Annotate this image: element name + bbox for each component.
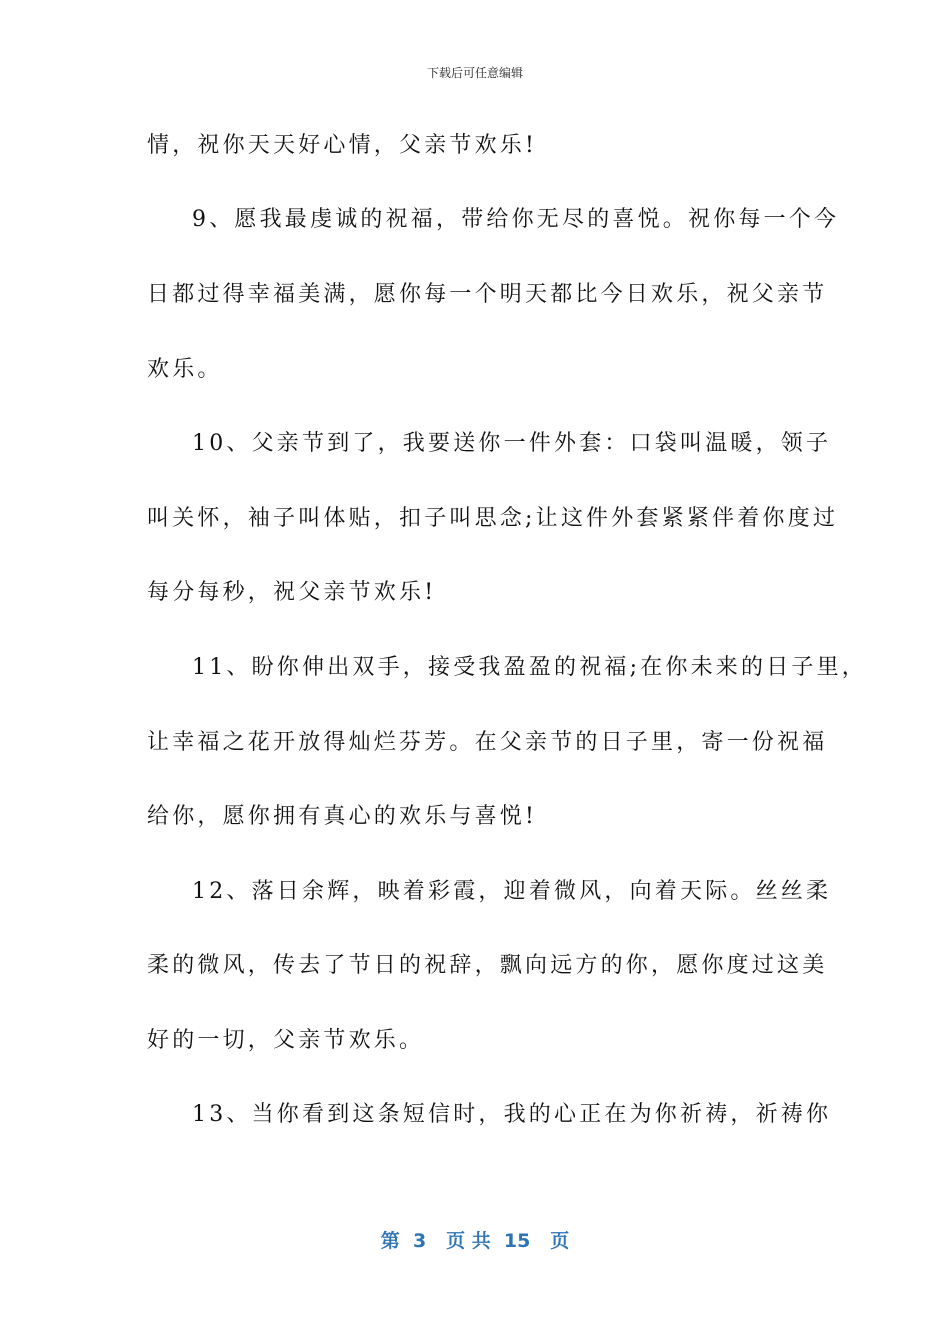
text-line: 叫关怀，袖子叫体贴，扣子叫思念;让这件外套紧紧伴着你度过 [147,506,839,531]
text-line: 每分每秒，祝父亲节欢乐! [147,580,437,605]
paragraph-12-first-line: 12、落日余辉，映着彩霞，迎着微风，向着天际。丝丝柔 [192,879,832,904]
page-number-footer: 第 3 页 共 15 页 [380,1230,570,1252]
page-header-note: 下载后可任意编辑 [426,66,523,80]
text-line: 给你，愿你拥有真心的欢乐与喜悦! [147,804,538,829]
text-line: 日都过得幸福美满，愿你每一个明天都比今日欢乐，祝父亲节 [147,282,828,307]
text-line: 让幸福之花开放得灿烂芬芳。在父亲节的日子里，寄一份祝福 [147,730,828,755]
text-line: 柔的微风，传去了节日的祝辞，飘向远方的你，愿你度过这美 [147,953,828,978]
paragraph-11-first-line: 11、盼你伸出双手，接受我盈盈的祝福;在你未来的日子里， [192,655,868,680]
paragraph-10-first-line: 10、父亲节到了，我要送你一件外套：口袋叫温暖，领子 [192,431,832,456]
paragraph-13-first-line: 13、当你看到这条短信时，我的心正在为你祈祷，祈祷你 [192,1102,832,1127]
paragraph-9-first-line: 9、愿我最虔诚的祝福，带给你无尽的喜悦。祝你每一个今 [192,207,840,232]
text-line: 好的一切，父亲节欢乐。 [147,1028,425,1053]
text-line: 情，祝你天天好心情，父亲节欢乐! [147,133,538,158]
text-line: 欢乐。 [147,357,223,382]
